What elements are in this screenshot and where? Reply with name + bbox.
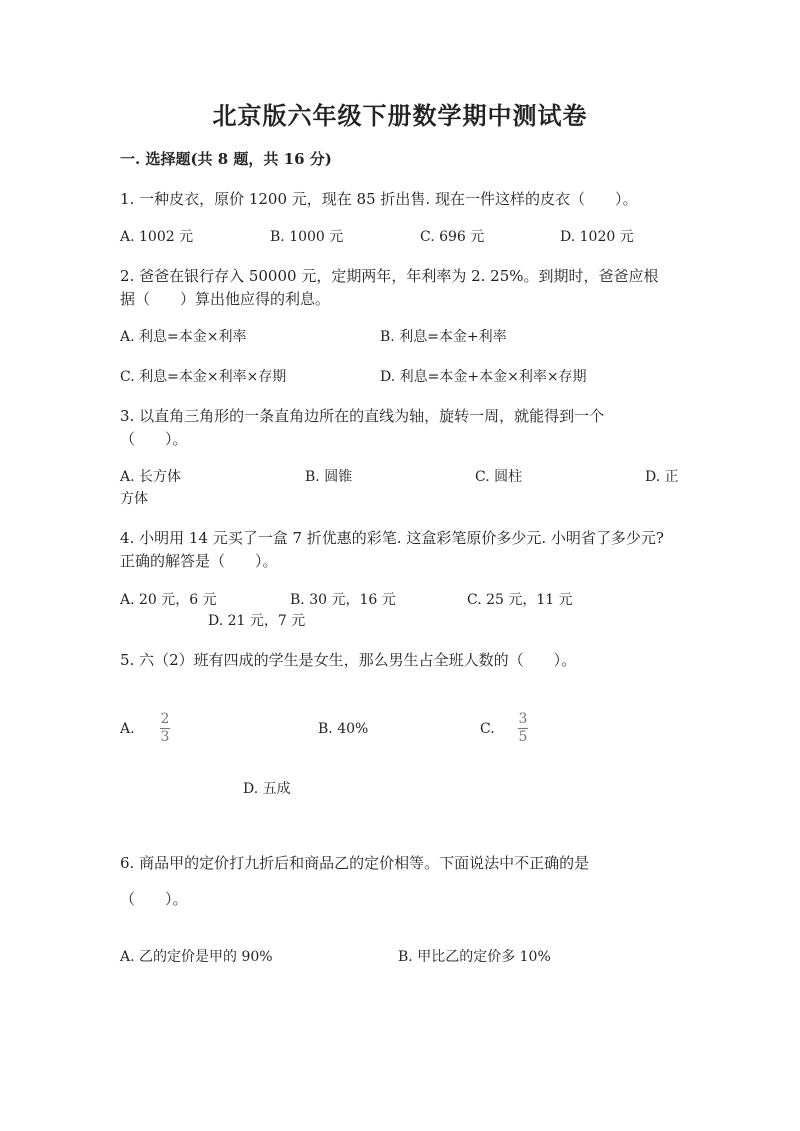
question-2-option-d: D. 利息=本金+本金×利率×存期 <box>380 369 587 385</box>
question-3-option-a: A. 长方体 <box>120 469 182 485</box>
fraction-denominator: 5 <box>518 729 528 745</box>
question-5-option-c <box>480 718 495 740</box>
question-6-option-a: A. 乙的定价是甲的 90% <box>120 949 273 965</box>
question-1-stem: 1. 一种皮衣，原价 1200 元，现在 85 折出售. 现在一件这样的皮衣（ ）。 <box>120 190 638 208</box>
page-title: 北京版六年级下册数学期中测试卷 <box>212 101 588 130</box>
question-1-option-d: D. 1020 元 <box>560 229 634 245</box>
question-2-option-a: A. 利息=本金×利率 <box>120 329 247 345</box>
question-2-stem-line2: 据（ ）算出他应得的利息。 <box>120 290 331 308</box>
question-4-stem-line1: 4. 小明用 14 元买了一盒 7 折优惠的彩笔. 这盒彩笔原价多少元. 小明省了多少元? <box>120 529 664 547</box>
question-1-option-c: C. 696 元 <box>420 229 485 245</box>
question-3-option-d: D. 正 <box>645 469 679 485</box>
fraction-three-fifths <box>518 712 528 745</box>
question-4-option-a: A. 20 元，6 元 <box>120 592 217 608</box>
question-5-option-b: B. 40% <box>318 721 369 737</box>
question-5-option-a-fraction <box>160 712 170 745</box>
question-4-stem-line2: 正确的解答是（ ）。 <box>120 552 278 570</box>
question-3-option-b: B. 圆锥 <box>305 469 353 485</box>
question-2-stem-line1: 2. 爸爸在银行存入 50000 元，定期两年，年利率为 2. 25%。到期时，爸爸应根 <box>120 267 659 285</box>
question-1-option-a: A. 1002 元 <box>120 229 194 245</box>
question-5-option-a-label: A. <box>120 721 135 737</box>
question-5-option-c-label: C. <box>480 721 495 737</box>
section-heading: 一. 选择题(共 8 题，共 16 分) <box>120 150 332 168</box>
fraction-numerator: 2 <box>160 711 170 727</box>
question-1-option-b: B. 1000 元 <box>270 229 344 245</box>
question-3-stem-line2: （ ）。 <box>120 430 188 448</box>
question-5-stem: 5. 六（2）班有四成的学生是女生，那么男生占全班人数的（ ）。 <box>120 651 577 669</box>
question-2-option-b: B. 利息=本金+利率 <box>380 329 507 345</box>
question-5-option-d: D. 五成 <box>243 781 291 797</box>
question-2-option-c: C. 利息=本金×利率×存期 <box>120 369 287 385</box>
question-4-option-c: C. 25 元，11 元 <box>467 592 573 608</box>
fraction-two-thirds <box>160 712 170 745</box>
question-6-option-b: B. 甲比乙的定价多 10% <box>398 949 551 965</box>
question-3-option-d-wrap: 方体 <box>120 491 148 507</box>
question-3-option-c: C. 圆柱 <box>475 469 523 485</box>
fraction-denominator: 3 <box>160 729 170 745</box>
question-5-option-c-fraction <box>518 712 528 745</box>
question-6-stem-line2: （ ）。 <box>120 890 188 908</box>
question-6-stem-line1: 6. 商品甲的定价打九折后和商品乙的定价相等。下面说法中不正确的是 <box>120 854 590 872</box>
question-4-option-d: D. 21 元，7 元 <box>208 613 306 629</box>
question-4-option-b: B. 30 元，16 元 <box>290 592 396 608</box>
question-3-stem-line1: 3. 以直角三角形的一条直角边所在的直线为轴，旋转一周，就能得到一个 <box>120 407 605 425</box>
question-5-option-a <box>120 718 135 740</box>
fraction-numerator: 3 <box>518 711 528 727</box>
